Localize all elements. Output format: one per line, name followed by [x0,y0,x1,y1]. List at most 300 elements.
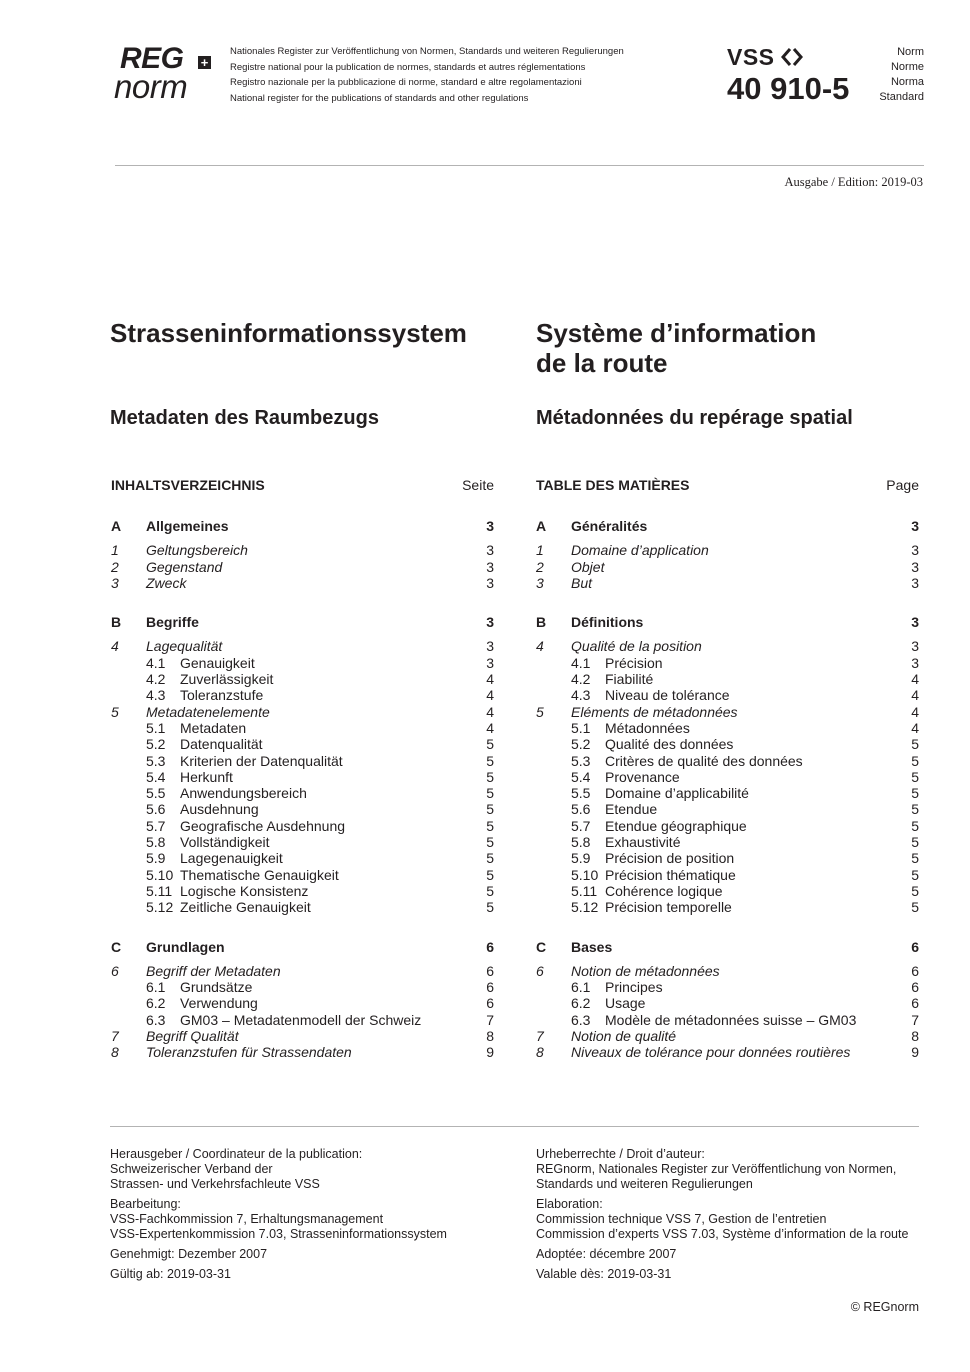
subsection-number: 4.3 [571,687,591,704]
page-number: 3 [486,654,494,671]
chapter-title: Geltungsbereich [146,542,248,559]
chapter-number: 5 [536,703,544,720]
page-number: 3 [486,518,494,534]
toc-spacer [111,534,494,542]
page-number: 9 [486,1044,494,1061]
vss-logo-text: VSS [727,44,775,70]
subsection-title: Ausdehnung [180,801,259,818]
chapter-number: 1 [536,542,544,559]
subsection-number: 5.1 [571,719,591,736]
chapter-title: Toleranzstufen für Strassendaten [146,1044,352,1061]
chapter-number: 6 [111,962,119,979]
footer-line: VSS-Fachkommission 7, Erhaltungsmanagement [110,1212,384,1226]
chapter-title: Eléments de métadonnées [571,703,738,720]
toc-subsection-row [111,979,494,995]
subsection-number: 6.3 [571,1011,591,1028]
chapter-title: But [571,574,593,591]
subsection-number: 5.5 [146,785,166,802]
page-column-label: Page [886,477,919,493]
subsection-number: 5.12 [571,899,599,916]
page-number: 6 [911,962,919,979]
toc-chapter-row [536,638,919,654]
subsection-title: Provenance [605,768,680,785]
chapter-number: 7 [111,1028,119,1045]
footer-line: Urheberrechte / Droit d’auteur: [536,1147,705,1161]
page-number: 8 [486,1028,494,1045]
logo-reg-text: REG [120,42,184,75]
toc-chapter-row [111,575,494,591]
toc-heading-row [536,477,919,495]
toc-section-row [111,614,494,630]
subsection-title: Précision [605,654,663,671]
page-number: 7 [911,1011,919,1028]
toc-subsection-row [111,801,494,817]
subsection-number: 6.1 [571,979,591,996]
edition-label: Ausgabe / Edition: 2019-03 [784,175,923,189]
footer-line: VSS-Expertenkommission 7.03, Strasseninformationssystem [110,1227,447,1241]
toc-section-row [111,518,494,534]
toc-chapter-row [536,542,919,558]
toc-chapter-row [536,559,919,575]
toc-subsection-row [536,785,919,801]
title-de: Strasseninformationssystem [110,318,467,348]
footer-line: Valable dès: 2019-03-31 [536,1267,672,1281]
subsection-number: 4.1 [146,654,166,671]
subsection-number: 4.2 [571,671,591,688]
toc-subsection-row [111,736,494,752]
page-number: 8 [911,1028,919,1045]
subsection-number: 5.3 [146,752,166,769]
page-number: 9 [911,1044,919,1061]
toc-subsection-row [536,899,919,915]
norm-label: Norma [890,76,924,88]
page-number: 5 [486,801,494,818]
chapter-number: 4 [536,638,544,655]
toc-spacer [111,495,494,518]
chapter-number: 4 [111,638,119,655]
norm-label: Norme [890,61,924,73]
footer-line: Strassen- und Verkehrsfachleute VSS [110,1177,320,1191]
subsection-title: Modèle de métadonnées suisse – GM03 [605,1011,857,1028]
toc-subsection-row [536,687,919,703]
toc-subsection-row [536,801,919,817]
norm-label: Norm [897,46,924,58]
toc-spacer [536,591,919,614]
toc-heading-row [111,477,494,495]
section-letter: A [536,518,547,534]
subsection-number: 5.8 [571,834,591,851]
toc-chapter-row [111,1028,494,1044]
section-title: Allgemeines [146,518,229,534]
norm-number: 40 910-5 [727,71,850,106]
subsection-number: 5.10 [571,866,599,883]
page-number: 3 [911,638,919,655]
toc-spacer [536,630,919,638]
chapter-number: 7 [536,1028,544,1045]
subsection-number: 4.1 [571,654,591,671]
page-number: 3 [486,574,494,591]
subsection-title: Usage [605,995,646,1012]
toc-subsection-row [536,769,919,785]
footer-block [536,1267,936,1282]
toc-subsection-row [111,1012,494,1028]
register-line: Nationales Register zur Veröffentlichung von Normen, Standards und weiteren Regulierungen [230,46,624,57]
page-number: 5 [911,752,919,769]
page-number: 3 [911,574,919,591]
page-number: 5 [911,882,919,899]
register-description [230,44,624,106]
page-number: 4 [911,719,919,736]
page-number: 3 [486,542,494,559]
subsection-title: Datenqualität [180,736,263,753]
page-number: 5 [911,817,919,834]
toc-subsection-row [536,850,919,866]
toc-spacer [536,495,919,518]
subsection-number: 5.12 [146,899,174,916]
page-number: 5 [486,752,494,769]
page-number: 3 [911,542,919,559]
chapter-title: Niveaux de tolérance pour données routières [571,1044,851,1061]
page-number: 5 [486,899,494,916]
page-number: 5 [911,736,919,753]
chapter-title: Qualité de la position [571,638,702,655]
header-divider [115,165,924,166]
toc-subsection-row [111,995,494,1011]
page-number: 4 [486,703,494,720]
footer-block [110,1197,520,1242]
toc-subsection-row [536,883,919,899]
toc-subsection-row [536,834,919,850]
chapter-number: 1 [111,542,119,559]
footer-block [536,1147,936,1192]
toc-subsection-row [536,818,919,834]
toc-subsection-row [111,785,494,801]
subsection-title: Vollständigkeit [180,834,270,851]
page-number: 3 [911,654,919,671]
footer-divider [110,1126,919,1127]
subsection-number: 5.9 [146,850,166,867]
page-number: 5 [911,899,919,916]
chapter-title: Metadatenelemente [146,703,270,720]
page-number: 6 [486,979,494,996]
subsection-title: Précision de position [605,850,735,867]
page-number: 5 [486,882,494,899]
toc-chapter-row [111,963,494,979]
section-title: Begriffe [146,614,199,631]
copyright: © REGnorm [850,1300,919,1314]
page-number: 5 [911,785,919,802]
toc-chapter-row [111,1044,494,1060]
vss-chevron-icon [781,47,803,67]
toc-de [111,477,494,1061]
chapter-number: 3 [536,574,544,591]
norm-label: Standard [879,91,924,103]
page-number: 4 [911,687,919,704]
footer-fr [536,1147,936,1287]
toc-section-row [111,939,494,955]
toc-spacer [111,630,494,638]
subsection-title: Exhaustivité [605,834,681,851]
subtitle-de: Metadaten des Raumbezugs [110,407,379,429]
page-number: 4 [486,671,494,688]
toc-spacer [111,955,494,963]
chapter-title: Notion de qualité [571,1028,677,1045]
footer-line: Adoptée: décembre 2007 [536,1247,677,1261]
footer-line: Bearbeitung: [110,1197,181,1211]
subsection-number: 5.4 [571,768,591,785]
footer-block [536,1247,936,1262]
toc-subsection-row [536,720,919,736]
footer-block [110,1267,520,1282]
toc-subsection-row [536,1012,919,1028]
toc-heading: TABLE DES MATIÈRES [536,477,690,493]
toc-subsection-row [111,720,494,736]
chapter-title: Objet [571,558,605,575]
chapter-title: Lagequalität [146,638,223,655]
chapter-title: Begriff Qualität [146,1028,239,1045]
page-number: 7 [486,1011,494,1028]
chapter-number: 6 [536,962,544,979]
page-number: 5 [911,801,919,818]
subsection-title: Précision temporelle [605,899,732,916]
page-number: 5 [486,850,494,867]
subsection-title: Métadonnées [605,719,690,736]
subsection-title: Logische Konsistenz [180,882,309,899]
subtitle-fr: Métadonnées du repérage spatial [536,407,853,429]
page-number: 5 [486,834,494,851]
page-number: 4 [911,703,919,720]
page-number: 4 [486,719,494,736]
subsection-title: Etendue géographique [605,817,747,834]
toc-subsection-row [536,736,919,752]
section-letter: C [111,938,122,955]
toc-section-row [536,518,919,534]
subsection-number: 5.7 [146,817,166,834]
chapter-title: Gegenstand [146,558,223,575]
toc-chapter-row [111,638,494,654]
toc-subsection-row [536,867,919,883]
toc-subsection-row [536,655,919,671]
toc-subsection-row [111,687,494,703]
subsection-title: Domaine d’applicabilité [605,785,749,802]
subsection-title: Cohérence logique [605,882,723,899]
subsection-title: Etendue [605,801,658,818]
toc-chapter-row [536,575,919,591]
section-title: Bases [571,938,613,955]
page-number: 3 [911,558,919,575]
page-number: 5 [486,768,494,785]
register-line: Registro nazionale per la pubblicazione di norme, standard e altre regolamentazioni [230,77,582,88]
toc-subsection-row [111,671,494,687]
toc-chapter-row [536,1044,919,1060]
chapter-number: 8 [536,1044,544,1061]
subsection-number: 6.3 [146,1011,166,1028]
page-number: 4 [911,671,919,688]
logo-norm-text: norm [114,68,188,105]
footer-line: Commission d’experts VSS 7.03, Système d’information de la route [536,1227,909,1241]
subsection-number: 5.6 [146,801,166,818]
subsection-number: 5.1 [146,719,166,736]
toc-fr [536,477,919,1061]
toc-subsection-row [111,753,494,769]
page-number: 5 [911,834,919,851]
toc-subsection-row [111,655,494,671]
subsection-title: Précision thématique [605,866,736,883]
section-letter: B [536,614,547,631]
footer-de [110,1147,520,1287]
toc-chapter-row [111,559,494,575]
toc-subsection-row [111,834,494,850]
subsection-number: 5.2 [146,736,166,753]
page-number: 6 [911,995,919,1012]
title-fr-line: Système d’information [536,318,817,348]
regnorm-logo [114,44,214,106]
footer-line: REGnorm, Nationales Register zur Veröffentlichung von Normen, [536,1162,897,1176]
toc-subsection-row [536,995,919,1011]
subsection-title: GM03 – Metadatenmodell der Schweiz [180,1011,422,1028]
subsection-title: Fiabilité [605,671,654,688]
register-line: National register for the publications of standards and other regulations [230,92,529,104]
page-number: 5 [486,785,494,802]
toc-section-row [536,614,919,630]
subsection-number: 5.3 [571,752,591,769]
chapter-title: Notion de métadonnées [571,962,720,979]
subsection-title: Principes [605,979,663,996]
chapter-number: 8 [111,1044,119,1061]
toc-subsection-row [536,671,919,687]
subsection-title: Critères de qualité des données [605,752,803,769]
page-number: 6 [486,938,494,955]
page-number: 5 [911,768,919,785]
subsection-number: 6.2 [146,995,166,1012]
chapter-number: 2 [536,558,544,575]
section-letter: A [111,518,122,534]
section-letter: C [536,938,547,955]
footer-line: Genehmigt: Dezember 2007 [110,1247,268,1261]
subsection-number: 5.7 [571,817,591,834]
subsection-number: 5.10 [146,866,174,883]
toc-heading: INHALTSVERZEICHNIS [111,477,265,493]
footer-line: Standards und weiteren Regulierungen [536,1177,753,1191]
section-letter: B [111,614,122,631]
page-number: 4 [486,687,494,704]
toc-chapter-row [536,1028,919,1044]
toc-spacer [536,955,919,963]
subsection-number: 5.2 [571,736,591,753]
toc-spacer [111,591,494,614]
subsection-number: 5.9 [571,850,591,867]
toc-spacer [536,534,919,542]
toc-chapter-row [536,704,919,720]
subsection-title: Metadaten [180,719,247,736]
page-number: 3 [486,614,494,631]
subsection-number: 5.11 [146,882,173,899]
footer-block [536,1197,936,1242]
subsection-title: Geografische Ausdehnung [180,817,346,834]
section-title: Grundlagen [146,938,225,955]
page-number: 5 [486,866,494,883]
subsection-title: Genauigkeit [180,654,255,671]
norm-type-labels [879,45,924,105]
subsection-title: Niveau de tolérance [605,687,730,704]
subsection-number: 5.5 [571,785,591,802]
subsection-title: Kriterien der Datenqualität [180,752,343,769]
subsection-number: 4.3 [146,687,166,704]
subsection-number: 6.1 [146,979,166,996]
footer-block [110,1147,520,1192]
subsection-title: Zuverlässigkeit [180,671,274,688]
subsection-title: Qualité des données [605,736,734,753]
subsection-title: Thematische Genauigkeit [180,866,339,883]
toc-subsection-row [111,899,494,915]
page-number: 5 [911,866,919,883]
footer-line: Commission technique VSS 7, Gestion de l’entretien [536,1212,827,1226]
chapter-title: Domaine d’application [571,542,709,559]
subsection-title: Verwendung [180,995,258,1012]
subsection-title: Zeitliche Genauigkeit [180,899,311,916]
subsection-title: Anwendungsbereich [180,785,307,802]
toc-section-row [536,939,919,955]
footer-line: Herausgeber / Coordinateur de la publication: [110,1147,363,1161]
page-number: 3 [911,614,919,631]
page-number: 5 [486,817,494,834]
title-fr [536,318,816,378]
subsection-title: Lagegenauigkeit [180,850,283,867]
vss-logo [727,45,803,69]
toc-chapter-row [111,704,494,720]
toc-subsection-row [536,753,919,769]
page-number: 6 [911,979,919,996]
subsection-number: 5.11 [571,882,598,899]
toc-spacer [111,916,494,939]
page-number: 3 [911,518,919,534]
page-number: 3 [486,558,494,575]
chapter-title: Begriff der Metadaten [146,962,281,979]
footer-line: Elaboration: [536,1197,603,1211]
chapter-number: 3 [111,574,119,591]
footer-block [110,1247,520,1262]
subsection-number: 4.2 [146,671,166,688]
subsection-number: 5.4 [146,768,166,785]
toc-subsection-row [536,979,919,995]
toc-spacer [536,916,919,939]
register-line: Registre national pour la publication de normes, standards et autres réglementations [230,61,586,73]
toc-chapter-row [536,963,919,979]
subsection-number: 5.6 [571,801,591,818]
chapter-title: Zweck [146,574,187,591]
subsection-title: Toleranzstufe [180,687,264,704]
subsection-number: 5.8 [146,834,166,851]
chapter-number: 5 [111,703,119,720]
title-fr-line: de la route [536,348,668,378]
page-number: 5 [911,850,919,867]
page-number: 3 [486,638,494,655]
section-title: Définitions [571,614,644,631]
toc-subsection-row [111,883,494,899]
page-number: 6 [486,995,494,1012]
subsection-title: Herkunft [180,768,233,785]
subsection-title: Grundsätze [180,979,253,996]
footer-line: Gültig ab: 2019-03-31 [110,1267,231,1281]
toc-subsection-row [111,867,494,883]
subsection-number: 6.2 [571,995,591,1012]
page-column-label: Seite [462,477,494,493]
page-number: 6 [486,962,494,979]
toc-chapter-row [111,542,494,558]
page-number: 5 [486,736,494,753]
footer-line: Schweizerischer Verband der [110,1162,273,1176]
toc-subsection-row [111,769,494,785]
